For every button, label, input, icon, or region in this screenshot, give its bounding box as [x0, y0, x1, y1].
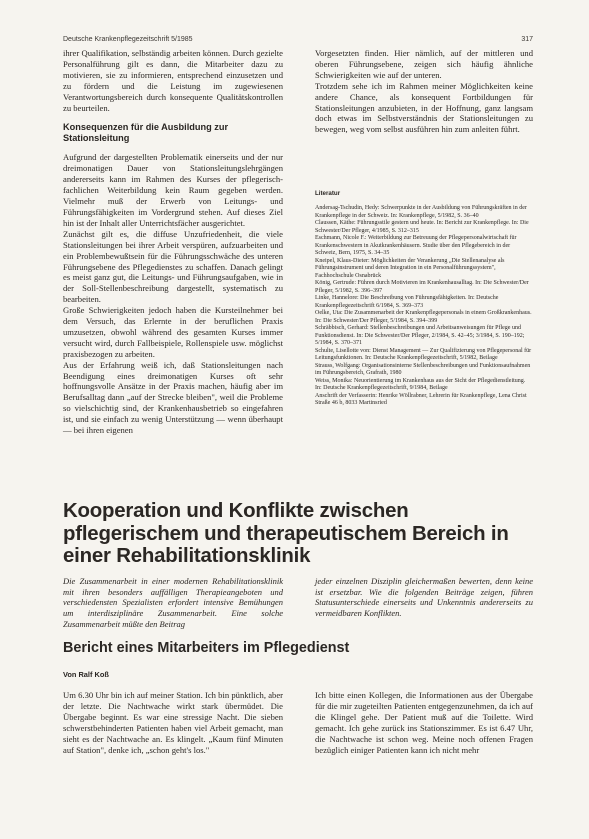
- literature-item: König, Gertrude: Führen durch Motivieren im Krankenhausalltag. In: Die Schwester/Der Pfleger, 5/1982, S. 396–397: [315, 280, 529, 294]
- literature-item: Claussen, Käthe: Führungsstile gestern und heute. In: Bericht zur Krankenpflege. In: Die Schwester/Der Pfleger, 4/1985, S. 312–315: [315, 220, 529, 234]
- literature-list: [315, 205, 533, 393]
- running-head: [63, 36, 533, 43]
- story-paragraph: Ich bitte einen Kollegen, die Informationen aus der Übergabe für die mir zugeteilten Patienten entgegenzunehmen, da ich auf die Klingel gehe. Der Patient muß auf die Toilette. Wird gemacht. Ich gehe zurück ins Stationszimmer. Es ist 6.47 Uhr, die Nachtwache ist schon weg. Meine noch offenen Fragen bezüglich einiger Patienten kann ich nicht mehr: [315, 690, 533, 755]
- literature-item: Andersag-Tschudin, Hedy: Schwerpunkte in der Ausbildung von Führungskräften in der Krankenpflege in der Schweiz. In: Krankenpflege, 5/1982, S. 36–40: [315, 205, 527, 219]
- article-intro-left: Die Zusammenarbeit in einer modernen Rehabilitationsklinik mit ihren besonders auffälligen Therapieangeboten und verschiedensten Spezialisten erfordert intensive Bemühungen um interdisziplinäre Zusammenarbeit. Eine solche Zusammenarbeit müßte den Beitrag: [63, 576, 283, 629]
- left-paragraph-3: Große Schwierigkeiten jedoch haben die Kursteilnehmer bei dem Versuch, das Erlernte in der beruflichen Praxis umzusetzen, obwohl während des gesamten Kurses immer versucht wird, durch Fallbeispiele, Rollenspiele usw. möglichst praxisbezogen zu arbeiten.: [63, 305, 283, 359]
- right-paragraph-1: Vorgesetzten finden. Hier nämlich, auf der mittleren und oberen Führungsebene, zeigen sich häufig ähnliche Schwierigkeiten wie auf der unteren.: [315, 48, 533, 80]
- left-paragraph-4: Aus der Erfahrung weiß ich, daß Stationsleitungen nach Beendigung eines dreimonatigen Kurses oft sehr hoffnungsvolle Ansätze in der Praxis machen, häufig aber im Berufsalltag dann „auf der Strecke bleiben", weil die Probleme so vielschichtig sind, der Krankenhausbetrieb so eingefahren ist, und sie einfach zu wenig Unterstützung — wenn überhaupt — bei ihren eigenen: [63, 359, 283, 436]
- left-column: [63, 48, 283, 436]
- literature-item: Weiss, Monika: Neuorientierung im Krankenhaus aus der Sicht der Pflegedienstleitung. In: Deutsche Krankenpflegezeitschrift, 9/1984, Beilage: [315, 377, 526, 392]
- left-paragraph-1: Aufgrund der dargestellten Problematik einerseits und der nur dreimonatigen Dauer von Stationsleitungslehrgängen andererseits kann im Rahmen des Kurses der pflegerisch-fachlichen Weiterbildung kein Raum gegeben werden. Vielmehr muß der Erwerb von Leitungs- und Führungsfähigkeiten im Vordergrund stehen. Auf dieses Ziel hin ist der Inhalt aller Unterrichtsfächer ausgerichtet.: [63, 152, 283, 228]
- literature-item: Strauss, Wolfgang: Organisationsinterne Stellenbeschreibungen und Funktionsaufnahmen im Führungsbereich, Grafrath, 1980: [315, 362, 531, 377]
- section-heading: Konsequenzen für die Ausbildung zur Stationsleitung: [63, 122, 229, 144]
- story-left-column: [63, 690, 283, 755]
- literature-item: Schräbbisch, Gerhard: Stellenbeschreibungen und Arbeitsanweisungen für Pflege und Funktionsdienst. In: Die Schwester/Der Pfleger, 2/1984, S. 42–45; 3/1984, S. 190–192; 5/1984, S. 370–371: [315, 325, 525, 347]
- literature-item: Schulte, Lisellotte von: Dienst Management — Zur Qualifizierung von Pflegepersonal für Leitungsfunktionen. In: Deutsche Krankenpflegezeitschrift, 5/1982, Beilage: [315, 347, 532, 362]
- author-address: Anschrift der Verfasserin: Henrike Wöllrabner, Lehrerin für Krankenpflege, Lena Christ Straße 46 b, 8033 Martinsried: [315, 392, 527, 407]
- story-right-column: [315, 690, 533, 755]
- article-byline: Von Ralf Koß: [63, 670, 109, 679]
- literature-item: Eschmann, Nicole F.: Weiterbildung zur Betreuung der Pflegepersonalwirtschaft für Krankenschwestern in Akutkrankenhäusern. Studie über den Pflegebereich in der Schweiz, Bern, 1975, S. 34–35: [315, 235, 517, 257]
- literature-item: Oelke, Uta: Die Zusammenarbeit der Krankenpflegepersonals in einem Großkrankenhaus. In: Die Schwester/Der Pfleger, 5/1984, S. 394–399: [315, 310, 532, 324]
- article-subtitle: Bericht eines Mitarbeiters im Pflegedienst: [63, 640, 350, 656]
- journal-name: Deutsche Krankenpflegezeitschrift 5/1985: [63, 36, 193, 43]
- story-paragraph: Um 6.30 Uhr bin ich auf meiner Station. Ich bin pünktlich, aber der letzte. Die Nachtwache wirkt stark übermüdet. Die Übergabe beginnt. Es war eine stressige Nacht. Die sieben schwerstbehinderten Patienten haben viel Arbeit gemacht, man sieht es der Nachtwache an. Es klingelt. „Kaum fünf Minuten auf Station", denke ich, „schon geht's los.": [63, 690, 283, 755]
- page-number: 317: [521, 36, 533, 43]
- literature-item: Kneipel, Klaus-Dieter: Möglichkeiten der Verankerung „Die Stellenanalyse als Führungsinstrument und deren Integration in ein Personalführungssystem", Fachhochschule Osnabrück: [315, 257, 505, 279]
- article-intro-right: jeder einzelnen Disziplin gleichermaßen bewerten, denn keine ist ersetzbar. Wie die folgenden Beiträge zeigen, führen Statusunterschiede einerseits und Unkenntnis andererseits zu vermeidbaren Konflikten.: [315, 576, 533, 619]
- right-column: [315, 48, 533, 408]
- literature-item: Linke, Hannelore: Die Beschreibung von Führungsfähigkeiten. In: Deutsche Krankenpflegezeitschrift 6/1984, S. 369–373: [315, 295, 499, 309]
- left-paragraph-2: Zunächst gilt es, die diffuse Unzufriedenheit, die viele Stationsleitungen bei ihrer Arbeit verspüren, aufzuarbeiten und ein Problembewußtsein für die Führungsschwäche des unteren Führungsebene des Pflegedienstes zu schaffen. Danach gelingt es meist ganz gut, die Leitungs- und Führungsaufgaben, wie in der Soll-Stellenbeschreibung dargestellt, systematisch zu bearbeiten.: [63, 228, 283, 305]
- right-paragraph-2: Trotzdem sehe ich im Rahmen meiner Möglichkeiten keine andere Chance, als konsequent Fortbildungen für Stationsleitungen anzubieten, in der Hoffnung, ganz langsam doch etwas im Selbstverständnis der Stationsleitungen zu bewegen, weg vom selbst ausführen hin zum anleiten führt.: [315, 80, 533, 135]
- article-title: Kooperation und Konflikte zwischen pflegerischem und therapeutischem Bereich in einer Rehabilitationsklinik: [63, 500, 509, 568]
- literature-heading: Literatur: [315, 190, 341, 198]
- left-intro-paragraph: ihrer Qualifikation, selbständig arbeiten können. Durch gezielte Personalführung gilt es dann, die Mitarbeiter dazu zu motivieren, sie zu informieren, entsprechend einzusetzen und zu fördern und die Leistung im zugewiesenen Verantwortungsbereich durch konsequente Qualitätskontrollen zu beurteilen.: [63, 48, 283, 113]
